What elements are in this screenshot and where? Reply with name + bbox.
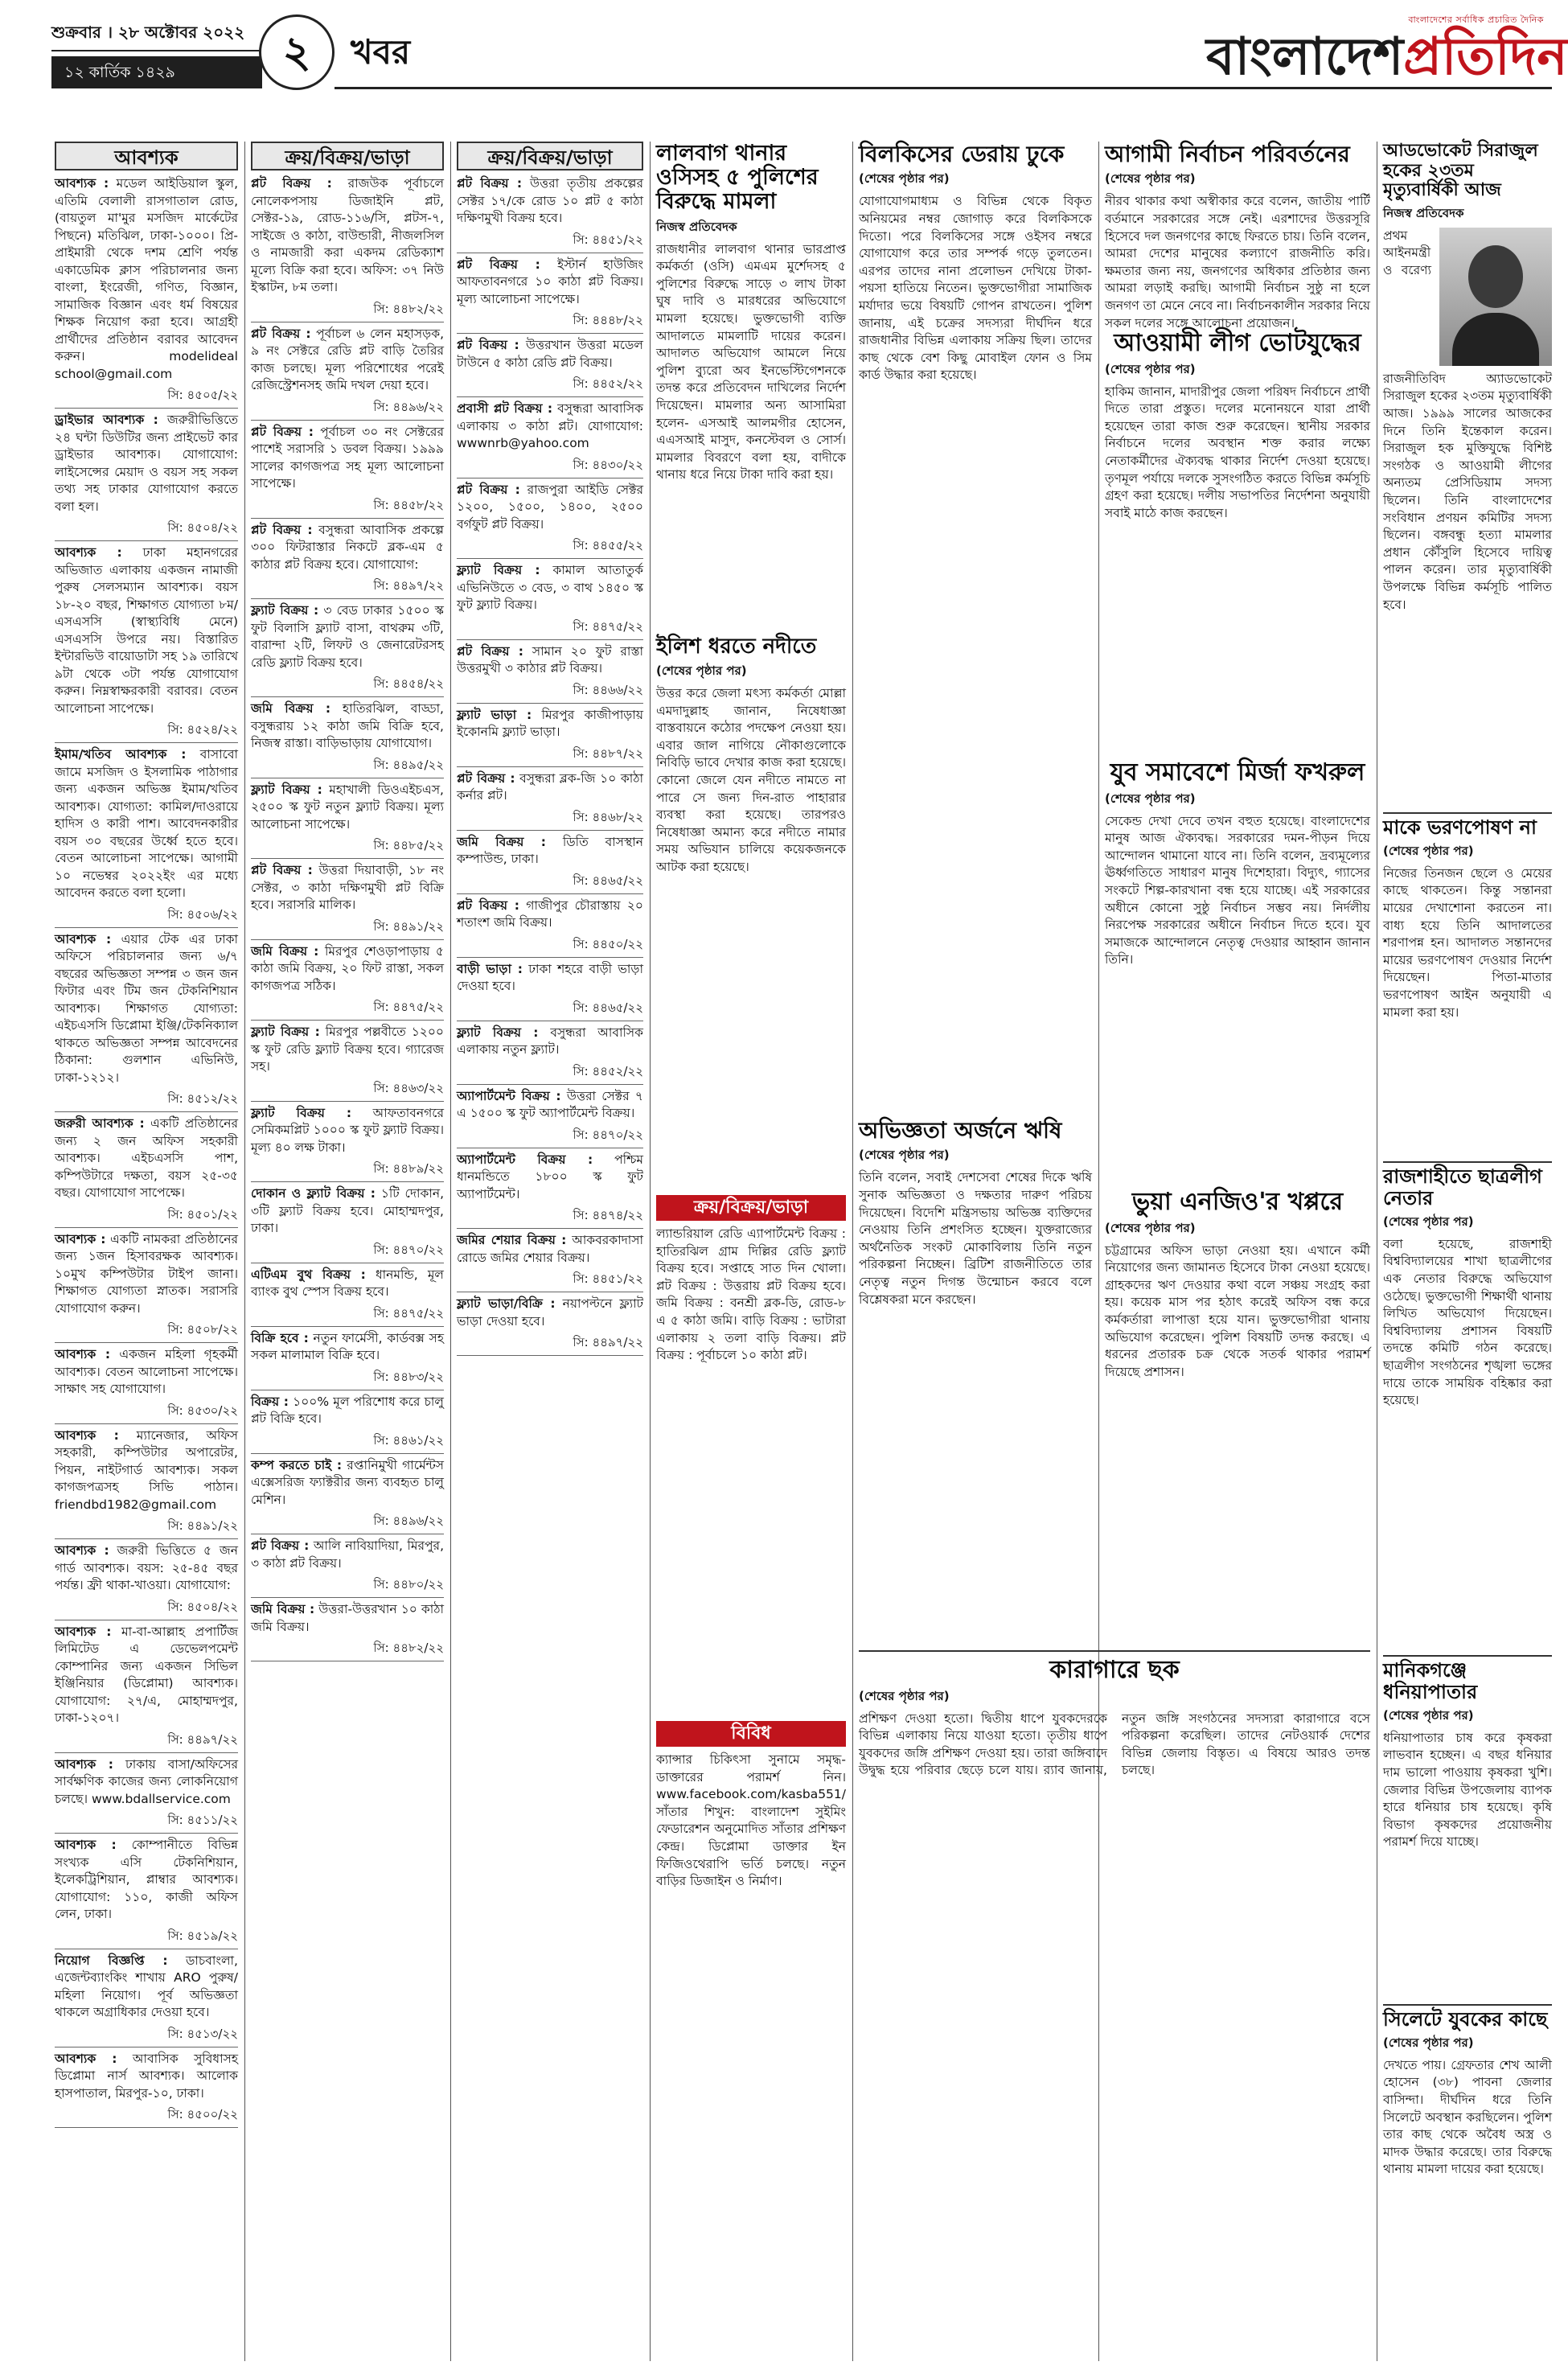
logo-tagline: বাংলাদেশের সর্বাধিক প্রচারিত দৈনিক: [1408, 14, 1544, 25]
article-headline: ভুয়া এনজিও'র খপ্পরে: [1131, 1188, 1344, 1216]
classified-ad: [251, 175, 444, 298]
classified-ad: [251, 1185, 444, 1239]
classified-ad: [55, 1346, 238, 1400]
ad-lead: জমির শেয়ার বিক্রয় :: [457, 1233, 567, 1247]
ad-text: রাজউক পূর্বাচলে নোলেকপসায় ডিজাইনি প্লট, সেক্টর-১৯, রোড-১১৬/সি, প্লটস-৭, সাইজে ও কাঠা, বাউন্ডারী, নীজলসিল ও নামজারী করা একদম রেডিক্যাশ মূল্যে বিক্রি করা হবে। অফিস: ৩৭ নিউ ইস্কাটন, ৮ম তলা।: [251, 176, 444, 294]
article-byline: (শেষের পৃষ্ঠার পর): [1383, 1214, 1474, 1229]
article-headline: মাকে ভরণপোষণ না: [1383, 812, 1552, 839]
ad-code: সি: ৪৪৯৫/২২: [251, 756, 444, 778]
box-heading: ক্রয়/বিক্রয়/ভাড়া: [656, 1195, 846, 1221]
classified-ad: [251, 1267, 444, 1303]
article-body: প্রথম আইনমন্ত্রী ও বরেণ্য রাজনীতিবিদ অ্যাডভোকেট সিরাজুল হকের ২৩তম মৃত্যুবার্ষিকী আজ। ১৯৯৯ সালের আজকের দিনে তিনি ইন্তেকাল করেন। সিরাজুল হক মুক্তিযুদ্ধে বিশিষ্ট সংগঠক ও আওয়ামী লীগের অন্যতম প্রেসিডিয়াম সদস্য ছিলেন। তিনি বাংলাদেশের সংবিধান প্রণয়ন কমিটির সদস্য ছিলেন। বঙ্গবন্ধু হত্যা মামলার প্রধান কৌঁসুলি হিসেবে দায়িত্ব পালন করেন। তার মৃত্যুবার্ষিকী উপলক্ষে বিভিন্ন কর্মসূচি পালিত হবে।: [1383, 228, 1552, 612]
ad-text: আফতাবনগরে সেমিকমপ্লিট ১০০০ স্ক ফুট ফ্ল্যাট বিক্রয়। মূল্য ৪০ লক্ষ টাকা।: [251, 1105, 444, 1155]
ad-code: সি: ৪৪৯৬/২২: [251, 398, 444, 421]
ad-text: রপ্তানিমুখী গার্মেন্টস এক্সেসরিজ ফ্যাক্টরীর জন্য ব্যবহৃত চালু মেশিন।: [251, 1457, 445, 1507]
ad-code: সি: ৪৪৫৫/২২: [457, 536, 643, 559]
ad-lead: প্লট বিক্রয় :: [457, 643, 523, 659]
ad-lead: ফ্ল্যাট বিক্রয় :: [457, 563, 540, 577]
ad-text: গাজীপুর চৌরাস্তায় ২০ শতাংশ জমি বিক্রয়।: [457, 897, 643, 930]
ad-lead: আবশ্যক :: [55, 1756, 113, 1772]
ad-lead: ফ্ল্যাট বিক্রয় :: [251, 1025, 320, 1039]
ad-code: সি: ৪৫১২/২২: [55, 1090, 238, 1112]
ad-lead: জমি বিক্রয় :: [251, 943, 319, 959]
column-divider: [650, 142, 651, 2361]
section-title: খবর: [351, 32, 411, 72]
ad-code: সি: ৪৪৮৯/২২: [251, 1160, 444, 1182]
column-divider: [852, 142, 853, 2361]
article-headline: যুব সমাবেশে মির্জা ফখরুল: [1110, 758, 1365, 787]
classified-ad: [55, 1427, 238, 1516]
ad-text: ঢাকায় বাসা/অফিসের সার্বক্ষণিক কাজের জন্য লোকনিয়োগ চলছে। www.bdallservice.com: [55, 1756, 238, 1806]
classified-ad: [251, 424, 444, 495]
ad-lead: প্লট বিক্রয় :: [251, 326, 311, 341]
ad-lead: কম্প করতে চাই :: [251, 1457, 343, 1472]
ad-code: সি: ৪৪৫১/২২: [457, 231, 643, 253]
ad-lead: আবশ্যক :: [55, 176, 109, 191]
column-divider: [450, 142, 451, 2361]
ad-code: সি: ৪৪৯৭/২২: [457, 1333, 643, 1356]
classified-ad: [457, 1025, 643, 1061]
article-bilkis: [859, 142, 1092, 1107]
classified-ad: [55, 1542, 238, 1596]
column-divider: [244, 142, 245, 2361]
ad-text: মা-বা-আল্লাহ প্রপার্টিজ লিমিটেড এ ডেভেলপমেন্ট কোম্পানির জন্য একজন সিভিল ইঞ্জিনিয়ার (ডিপ্লোমা) আবশ্যক। যোগাযোগ: ২৭/এ, মোহাম্মদপুর, ঢাকা-১২০৭।: [55, 1624, 238, 1725]
issue-date: শুক্রবার । ২৮ অক্টোবর ২০২২: [51, 23, 245, 42]
ad-list: [251, 175, 444, 1661]
article-headline: রাজশাহীতে ছাত্রলীগ নেতার: [1383, 1161, 1552, 1210]
ad-code: সি: ৪৪৩০/২২: [457, 456, 643, 478]
article-body: তিনি বলেন, সবাই দেশসেবা শেষের দিকে ঋষি সুনাক অভিজ্ঞতা ও দক্ষতার দারুণ পরিচয় দিয়েছেন। বিদেশি মন্ত্রিসভায় অভিজ্ঞ ব্যক্তিদের নেওয়ায় তিনি প্রশংসিত হচ্ছেন। যুক্তরাজ্যের অর্থনৈতিক সংকট মোকাবিলায় তিনি নতুন পরিকল্পনা নিচ্ছেন। ব্রিটিশ রাজনীতিতে তার নেতৃত্ব নতুন দিগন্ত উন্মোচন করবে বলে বিশ্লেষকরা মনে করছেন।: [859, 1170, 1092, 1307]
article-jubo: [1105, 759, 1370, 1177]
article-byline: (শেষের পৃষ্ঠার পর): [1105, 1220, 1196, 1235]
article-bibidh: [656, 1721, 846, 2361]
ad-code: সি: ৪৪৪৮/২২: [457, 311, 643, 334]
ad-lead: জমি বিক্রয় :: [457, 834, 546, 849]
classified-ad: [55, 746, 238, 904]
classified-ad: [251, 1330, 444, 1366]
ad-code: সি: ৪৫০৪/২২: [55, 1598, 238, 1620]
classified-ad: [251, 1394, 444, 1430]
article-byline: (শেষের পৃষ্ঠার পর): [1383, 843, 1474, 858]
ad-lead: আবশ্যক :: [55, 1838, 117, 1852]
ad-lead: আবশ্যক :: [55, 2051, 117, 2066]
ad-text: বসুন্ধরা আবাসিক এলাকায় ৩ কাঠা প্লট। যোগাযোগ: wwwnrb@yahoo.com: [457, 401, 643, 450]
ad-code: সি: ৪৪৭০/২২: [457, 1126, 643, 1148]
ad-lead: প্লট বিক্রয় :: [457, 257, 540, 272]
ad-text: ৩ বেড ঢাকার ১৫০০ স্ক ফুট বিলাসি ফ্ল্যাট বাসা, বাথরুম ৩টি, বারান্দা ২টি, লিফট ও জেনারেটরসহ রেডি ফ্ল্যাট বিক্রয় হবে।: [251, 603, 444, 670]
ad-lead: প্রবাসী প্লট বিক্রয় :: [457, 401, 553, 416]
classified-ad: [457, 834, 643, 870]
ad-text: ঢাকা মহানগরের অভিজাত এলাকায় একজন নামাজী পুরুষ সেলসম্যান আবশ্যক। বয়স ১৮-২০ বছর, শিক্ষাগত যোগ্যতা ৮ম/এসএসসি (স্বাস্থ্যবিধি মেনে) এসএসসি উপরে নয়। বিস্তারিত ইন্টারভিউ বায়োডাটা সহ ১৯ তারিখে ৯টা থেকে ৩টা পর্যন্ত যোগাযোগ করুন। নিম্নস্বাক্ষরকারী বরাবর। বেতন আলোচনা সাপেক্ষে।: [55, 545, 239, 716]
ad-text: পূর্বাচল ৩০ নং সেক্টরের পাশেই সরাসরি ১ ডবল বিক্রয়। ১৯৯৯ সালের কাগজপত্র সহ মূল্য আলোচনা সাপেক্ষে।: [251, 424, 444, 491]
ad-code: সি: ৪৪৫৪/২২: [251, 675, 444, 697]
ad-text: হাতিরঝিল, বাড্ডা, বসুন্ধরায় ১২ কাঠা জমি বিক্রি হবে, নিজস্ব রাস্তা। বাড়িভাড়ায় যোগাযোগ।: [251, 701, 444, 750]
ad-text: বাসাবো জামে মসজিদ ও ইসলামিক পাঠাগার জন্য একজন অভিজ্ঞ ইমাম/খতিব আবশ্যক। যোগ্যতা: কামিল/দাওরায়ে হাদিস ও কারী পাশ। আবেদনকারীর বয়স ৩০ বছরের উর্ধ্বে হতে হবে। বেতন আলোচনা সাপেক্ষে। আগামী ১০ নভেম্বর ২০২২ইং এর মধ্যে আবেদন করতে বলা হলো।: [55, 747, 238, 900]
ad-text: উত্তরখান উত্তরা মডেল টাউনে ৫ কাঠা রেডি প্লট বিক্রয়।: [457, 338, 643, 370]
article-bhuya: [1105, 1189, 1370, 1639]
ad-text: কামাল আতাতুর্ক এভিনিউতে ৩ বেড, ৩ বাথ ১৪৫০ স্ক ফুট ফ্ল্যাট বিক্রয়।: [457, 563, 643, 612]
ad-lead: বিক্রয় :: [251, 1394, 289, 1409]
ad-code: সি: ৪৪৮৩/২২: [251, 1368, 444, 1390]
article-body: চট্টগ্রামের অফিস ভাড়া নেওয়া হয়। এখানে কর্মী নিয়োগের জন্য জামানত হিসেবে টাকা নেওয়া হয়েছে। গ্রাহকদের ঋণ দেওয়ার কথা বলে সঞ্চয় সংগ্রহ করা হয়। কয়েক মাস পর হঠাৎ করেই অফিস বন্ধ করে কর্মকর্তারা লাপাত্তা হয়ে যান। ভুক্তভোগীরা থানায় অভিযোগ করেছেন। পুলিশ বিষয়টি তদন্ত করছে। এ ধরনের প্রতারক চক্র থেকে সতর্ক থাকার পরামর্শ দিয়েছে প্রশাসন।: [1105, 1242, 1370, 1379]
ad-code: সি: ৪৪৬৫/২২: [457, 999, 643, 1021]
classified-ad: [251, 1601, 444, 1637]
ad-code: সি: ৪৪৮০/২২: [251, 1575, 444, 1598]
ad-lead: আবশ্যক :: [55, 931, 112, 947]
ad-text: ম্যানেজার, অফিস সহকারী, কম্পিউটার অপারেটর, পিয়ন, নাইটগার্ড আবশ্যক। সকল কাগজপত্রসহ সিভি পাঠান। friendbd1982@gmail.com: [55, 1427, 238, 1512]
article-sirajul: [1383, 142, 1552, 801]
ad-code: সি: ৪৪৮৭/২২: [457, 745, 643, 767]
ad-lead: অ্যাপার্টমেন্ট বিক্রয় :: [457, 1088, 561, 1103]
article-body: হাকিম জানান, মাদারীপুর জেলা পরিষদ নির্বাচনে প্রার্থী দিতে তারা প্রস্তুত। দলের মনোনয়নে যারা প্রার্থী হয়েছেন তারা কাজ শুরু করেছেন। স্থানীয় সরকার নির্বাচনে দলের অবস্থান শক্ত করার লক্ষ্যে নেতাকর্মীদের ঐক্যবদ্ধ থাকার নির্দেশ দেওয়া হয়েছে। তৃণমূল পর্যায়ে দলকে সুসংগঠিত করতে বিভিন্ন কর্মসূচি গ্রহণ করা হয়েছে। দলীয় সভাপতির নির্দেশনা অনুযায়ী সবাই মাঠে কাজ করছেন।: [1105, 384, 1370, 520]
ad-text: একজন মহিলা গৃহকর্মী আবশ্যক। বেতন আলোচনা সাপেক্ষে। সাক্ষাৎ সহ যোগাযোগ।: [55, 1347, 238, 1396]
box-heading: বিবিধ: [656, 1721, 846, 1747]
ad-lead: বাড়ী ভাড়া :: [457, 961, 523, 976]
classified-ad: [251, 1024, 444, 1078]
article-headline: বিলকিসের ডেরায় ঢুকে: [859, 141, 1065, 167]
classified-column-3: [457, 142, 643, 2361]
article-byline: (শেষের পৃষ্ঠার পর): [1105, 791, 1196, 806]
column-heading: ক্রয়/বিক্রয়/ভাড়া: [457, 142, 643, 170]
article-manikganj: [1383, 1655, 1552, 1993]
ad-lead: দোকান ও ফ্ল্যাট বিক্রয় :: [251, 1186, 376, 1201]
ad-text: আকবরকাদাসা রোডে জমির শেয়ার বিক্রয়।: [457, 1233, 643, 1265]
article-body: সেকেন্ড দেখা দেবে তখন বহুত হয়েছে। বাংলাদেশের মানুষ আজ ঐক্যবদ্ধ। সরকারের দমন-পীড়ন দিয়ে আন্দোলন থামানো যাবে না। তিনি বলেন, দ্রব্যমূল্যের ঊর্ধ্বগতিতে সাধারণ মানুষ দিশেহারা। বিদ্যুৎ, গ্যাসের সংকটে শিল্প-কারখানা বন্ধ হয়ে যাচ্ছে। এই সরকারের অধীনে কোনো সুষ্ঠু নির্বাচন সম্ভব নয়। নির্দলীয় নিরপেক্ষ সরকারের অধীনে নির্বাচন দিতে হবে। যুব সমাজকে আন্দোলনে নেতৃত্ব দেওয়ার আহ্বান জানান তিনি।: [1105, 813, 1370, 967]
masthead: [16, 10, 1568, 98]
ad-text: ঢাকা শহরে বাড়ী ভাড়া দেওয়া হবে।: [457, 961, 643, 993]
ad-code: সি: ৪৪৬৩/২২: [251, 1079, 444, 1102]
article-byline: (শেষের পৃষ্ঠার পর): [1105, 361, 1196, 376]
classified-ad: [457, 562, 643, 616]
ad-lead: ফ্ল্যাট বিক্রয় :: [457, 1025, 539, 1040]
classified-ad: [55, 931, 238, 1089]
ad-lead: ড্রাইভার আবশ্যক :: [55, 413, 158, 427]
article-body: ল্যান্ডরিয়াল রেডি এ্যাপার্টমেন্ট বিক্রয় : হাতিরঝিল গ্রাম দিল্লির রেডি ফ্ল্যাট বিক্রয় হবে। সপ্তাহে সাত দিন খোলা। প্লট বিক্রয় : উত্তরায় প্লট বিক্রয় হবে। জমি বিক্রয় : বনশ্রী ব্লক-ডি, রোড-৮ এ ৫ কাঠা জমি। বাড়ি বিক্রয় : ভাটারা এলাকায় ২ তলা বাড়ি বিক্রয়। প্লট বিক্রয় : পূর্বাচলে ১০ কাঠা প্লট।: [656, 1226, 846, 1363]
ad-text: ১০০% মূল পরিশোধ করে চালু প্লট বিক্রি হবে।: [251, 1394, 444, 1426]
ad-lead: প্লট বিক্রয় :: [251, 424, 314, 439]
article-headline: আডভোকেট সিরাজুল হকের ২৩তম মৃত্যুবার্ষিকী আজ: [1383, 141, 1538, 201]
classified-ad: [457, 707, 643, 743]
ad-text: মিরপুর পল্লবীতে ১২০০ স্ক ফুট রেডি ফ্ল্যাট বিক্রয় হবে। গ্যারেজ সহ।: [251, 1025, 444, 1074]
ad-text: ইস্টার্ন হাউজিং আফতাবনগরে ১০ কাঠা প্লট বিক্রয়। মূল্য আলোচনা সাপেক্ষে।: [457, 257, 643, 306]
article-body: নীরব থাকার কথা অস্বীকার করে বলেন, জাতীয় পার্টি বর্তমানে সরকারের সঙ্গে নেই। এরশাদের উত্তরসূরি হিসেবে দল জনগণের কাছে ফিরতে চায়। তিনি বলেন, আমরা দেশের মানুষের কল্যাণে রাজনীতি করি। ক্ষমতার জন্য নয়, জনগণের অধিকার প্রতিষ্ঠার জন্য আমরা লড়াই করছি। আগামী নির্বাচন সুষ্ঠু না হলে জনগণ তা মেনে নেবে না। নির্বাচনকালীন সরকার নিয়ে সকল দলের সঙ্গে আলোচনা প্রয়োজন।: [1105, 194, 1370, 331]
article-byline: (শেষের পৃষ্ঠার পর): [1383, 2035, 1474, 2050]
ad-lead: আবশ্যক :: [55, 1624, 112, 1639]
ad-code: সি: ৪৪৭৫/২২: [251, 998, 444, 1021]
article-headline: আওয়ামী লীগ ভোটযুদ্ধের: [1114, 329, 1361, 357]
ad-lead: প্লট বিক্রয় :: [457, 338, 519, 352]
logo-wordmark: [1206, 27, 1568, 87]
ad-code: সি: ৪৪৭০/২২: [251, 1241, 444, 1263]
ad-code: সি: ৪৪৯১/২২: [55, 1517, 238, 1539]
classified-ad: [251, 602, 444, 673]
article-body: ক্যান্সার চিকিৎসা সুনামে সমৃদ্ধ-ডাক্তারের পরামর্শ নিন। www.facebook.com/kasba551/ সাঁতার শিখুন: বাংলাদেশ সুইমিং ফেডারেশন অনুমোদিত সাঁতার প্রশিক্ষণ কেন্দ্র। ডিপ্লোমা ডাক্তার ইন ফিজিওথেরাপি ভর্তি চলছে। নতুন বাড়ির ডিজাইন ও নির্মাণ।: [656, 1752, 847, 1889]
classified-ad: [457, 1152, 643, 1205]
article-byline: নিজস্ব প্রতিবেদক: [656, 219, 737, 234]
ad-lead: আবশ্যক :: [55, 1427, 119, 1443]
ad-lead: প্লট বিক্রয় :: [457, 482, 520, 497]
classified-ad: [55, 1953, 238, 2023]
ad-lead: প্লট বিক্রয় :: [457, 770, 515, 786]
ad-text: নয়াপল্টনে ফ্ল্যাট ভাড়া দেওয়া হবে।: [457, 1296, 644, 1329]
article-byline: (শেষের পৃষ্ঠার পর): [859, 1688, 950, 1703]
article-sylhet: [1383, 2004, 1552, 2361]
ad-text: ডিতি বাসস্থান কম্পাউন্ড, ঢাকা।: [457, 834, 643, 866]
ad-lead: বিক্রি হবে :: [251, 1330, 309, 1345]
classified-ad: [457, 770, 643, 807]
ad-lead: ফ্ল্যাট ভাড়া :: [457, 707, 532, 722]
ad-list: [457, 175, 643, 1356]
classified-ad: [55, 1837, 238, 1925]
article-body: উত্তর করে জেলা মৎস্য কর্মকর্তা মোল্লা এমদাদুল্লাহ জানান, নিষেধাজ্ঞা বাস্তবায়নে কঠোর পদক্ষেপ নেওয়া হয়। এবার জাল নাগিয়ে নৌকাগুলোকে নিবিড়ি ভাবে দেখার কাজ করা হয়েছে। কোনো জেলে যেন নদীতে নামতে না পারে সে জন্য দিন-রাত পাহারার ব্যবস্থা করা হয়েছে। তারপরও নিষেধাজ্ঞা অমান্য করে নদীতে নামার সময় অভিযান চালিয়ে কয়েকজনকে আটক করা হয়েছে।: [656, 686, 846, 875]
ad-code: সি: ৪৪৭৫/২২: [251, 1304, 444, 1327]
article-lalbagh: [656, 142, 846, 624]
article-byline: (শেষের পৃষ্ঠার পর): [859, 171, 950, 187]
ad-text: উত্তরা-উত্তরখান ১০ কাঠা জমি বিক্রয়।: [251, 1602, 444, 1634]
ad-code: সি: ৪৫০০/২২: [55, 2105, 238, 2128]
ad-lead: ইমাম/খতিব আবশ্যক :: [55, 747, 187, 762]
ad-code: সি: ৪৪৭৪/২২: [457, 1206, 643, 1229]
article-headline: সিলেটে যুবকের কাছে: [1383, 2004, 1552, 2031]
article-byline: নিজস্ব প্রতিবেদক: [1383, 205, 1464, 220]
ad-lead: আবশ্যক :: [55, 1231, 106, 1247]
ad-lead: অ্যাপার্টমেন্ট বিক্রয় :: [457, 1152, 593, 1167]
ad-code: সি: ৪৪৫১/২২: [457, 1270, 643, 1292]
article-headline: অভিজ্ঞতা অর্জনে ঋষি: [859, 1117, 1062, 1144]
ad-text: পশ্চিম ধানমন্ডিতে ১৮০০ স্ক ফুট অ্যাপার্টমেন্ট।: [457, 1152, 643, 1201]
ad-lead: জমি বিক্রয় :: [251, 1602, 315, 1616]
article-headline: আগামী নির্বাচন পরিবর্তনের: [1105, 141, 1350, 167]
ad-lead: ফ্ল্যাট বিক্রয় :: [251, 603, 319, 618]
ad-text: সামান ২০ ফুট রাস্তা উত্তরমুখী ৩ কাঠার প্লট বিক্রয়।: [457, 643, 643, 676]
classified-ad: [457, 643, 643, 680]
ad-text: বসুন্ধরা ব্লক-জি ১০ কাঠা কর্নার প্লট।: [457, 770, 643, 803]
classified-ad: [251, 782, 444, 836]
article-body: রাজধানীর লালবাগ থানার ভারপ্রাপ্ত কর্মকর্তা (ওসি) এমএম মুর্শেদসহ ৫ পুলিশের বিরুদ্ধে সাড়ে ৩ লাখ টাকা ঘুষ দাবি ও মারধরের অভিযোগে মামলা হয়েছে। ভুক্তভোগী ব্যক্তি আদালতে মামলাটি দায়ের করেন। আদালত অভিযোগ আমলে নিয়ে পুলিশ ব্যুরো অব ইনভেস্টিগেশনকে তদন্ত করে প্রতিবেদন দাখিলের নির্দেশ দিয়েছেন। মামলার অন্য আসামিরা হলেন- এসআই আলমগীর হোসেন, এএসআই মাসুদ, কনস্টেবল ও সোর্স। মামলার বিবরণে বলা হয়, বাদীকে থানায় ধরে নিয়ে টাকা দাবি করা হয়।: [656, 241, 846, 483]
ad-lead: আবশ্যক :: [55, 1347, 111, 1362]
article-body: ধনিয়াপাতার চাষ করে কৃষকরা লাভবান হচ্ছেন। এ বছর ধনিয়ার দাম ভালো পাওয়ায় কৃষকরা খুশি। জেলার বিভিন্ন উপজেলায় ব্যাপক হারে ধনিয়ার চাষ হয়েছে। কৃষি বিভাগ কৃষকদের প্রয়োজনীয় পরামর্শ দিয়ে যাচ্ছে।: [1383, 1730, 1552, 1850]
ad-code: সি: ৪৫১৯/২২: [55, 1927, 238, 1949]
ad-list: [55, 175, 238, 2128]
ad-code: সি: ৪৪৬৮/২২: [457, 808, 643, 831]
ad-text: মিরপুর কাজীপাড়ায় ইকোনমি ফ্ল্যাট ভাড়া।: [457, 707, 643, 739]
ad-text: আলি নাবিয়াদিয়া, মিরপুর, ৩ কাঠা প্লট বিক্রয়।: [251, 1538, 444, 1571]
ad-lead: প্লট বিক্রয় :: [251, 863, 313, 877]
ad-code: সি: ৪৫০৫/২২: [55, 386, 238, 409]
classified-ad: [55, 1115, 238, 1204]
classified-column-2: [251, 142, 444, 2361]
logo-word-a: বাংলাদেশ: [1206, 27, 1404, 87]
ad-lead: নিয়োগ বিজ্ঞপ্তি :: [55, 1953, 168, 1968]
classified-ad: [251, 700, 444, 754]
ad-text: জরুরীভিত্তিতে ২৪ ঘন্টা ডিউটির জন্য প্রাইভেট কার ড্রাইভার আবশ্যক। যোগাযোগ: লাইসেন্সের মেয়াদ ও বয়স সহ সকল তথ্য সহ ঢাকার যোগাযোগ করতে বলা হল।: [55, 413, 238, 514]
ad-text: একটি নামকরা প্রতিষ্ঠানের জন্য ১জন হিসাবরক্ষক আবশ্যক। ১০মুখ কম্পিউটার টাইপ জানা। শিক্ষাগত যোগ্যতা স্নাতক। সরাসরি যোগাযোগ করুন।: [55, 1231, 238, 1316]
ad-code: সি: ৪৫০১/২২: [55, 1205, 238, 1228]
classified-ad: [251, 943, 444, 997]
classified-ad: [251, 326, 444, 396]
ad-text: উত্তরা তৃতীয় প্রকল্পের সেক্টর ১৭/কে রোড ১০ প্লট ৫ কাঠা দক্ষিণমুখী বিক্রয় হবে।: [457, 176, 643, 225]
article-byline: (শেষের পৃষ্ঠার পর): [1383, 1707, 1474, 1723]
ad-text: বসুন্ধরা আবাসিক প্রকল্পে ৩০০ ফিটরাস্তার নিকটে ব্লক-এম ৫ কাঠার প্লট বিক্রয় হবে। যোগাযোগ:: [251, 522, 444, 572]
article-byline: (শেষের পৃষ্ঠার পর): [859, 1148, 950, 1163]
article-karagar: [859, 1650, 1370, 2361]
ad-lead: আবশ্যক :: [55, 545, 122, 560]
ad-lead: ফ্ল্যাট বিক্রয় :: [251, 1105, 352, 1120]
classified-column-1: [55, 142, 238, 2361]
ad-code: সি: ৪৪৬৬/২২: [457, 681, 643, 704]
ad-code: সি: ৪৪৫২/২২: [457, 1062, 643, 1085]
ad-code: সি: ৪৫১১/২২: [55, 1811, 238, 1834]
article-rajshahi: [1383, 1161, 1552, 1644]
classified-ad: [55, 2051, 238, 2105]
classified-ad: [457, 482, 643, 536]
article-headline: লালবাগ থানার ওসিসহ ৫ পুলিশের বিরুদ্ধে মামলা: [656, 141, 819, 215]
ad-code: সি: ৪৪৯১/২২: [251, 918, 444, 940]
classified-ad: [457, 1296, 643, 1332]
classified-ad: [251, 1105, 444, 1159]
ad-text: মডেল আইডিয়াল স্কুল, এতিমি বেলালী রাসগাতাল রোড, (বায়তুল মা'মুর মসজিদ মার্কেটের পিছনে) মতিঝিল, ঢাকা-১০০০। প্রি-প্রাইমারী থেকে দশম শ্রেণি পর্যন্ত একাডেমিক ক্লাস পরিচালনার জন্য বাংলা, ইংরেজী, গণিত, বিজ্ঞান, সামাজিক বিজ্ঞান এবং ধর্ম বিষয়ের শিক্ষক নিয়োগ করা হবে। আগ্রহী প্রার্থীদের প্রতিষ্ঠান বরাবর আবেদন করুন। modelideal school@gmail.com: [55, 176, 239, 381]
ad-text: মহাখালী ডিওএইচএস, ২৫০০ স্ক ফুট নতুন ফ্ল্যাট বিক্রয়। মূল্য আলোচনা সাপেক্ষে।: [251, 782, 444, 832]
ad-lead: এটিএম বুথ বিক্রয় :: [251, 1267, 366, 1282]
article-nirbachon: [1105, 141, 1370, 331]
classified-ad: [457, 1232, 643, 1268]
ad-code: সি: ৪৫০৬/২২: [55, 906, 238, 928]
ad-code: সি: ৪৪৭৫/২২: [457, 618, 643, 640]
date-rule: [51, 50, 285, 51]
newspaper-logo: [1206, 13, 1568, 90]
classified-ad: [251, 522, 444, 576]
ad-code: সি: ৪৫২৪/২২: [55, 721, 238, 743]
article-awami: [1105, 330, 1370, 748]
article-body: দেখতে পায়। গ্রেফতার শেখ আলী হোসেন (৩৮) পাবনা জেলার বাসিন্দা। দীর্ঘদিন ধরে তিনি সিলেটে অবস্থান করছিলেন। পুলিশ তার কাছ থেকে অবৈধ অস্ত্র ও মাদক উদ্ধার করেছে। তার বিরুদ্ধে থানায় মামলা দায়ের করা হয়েছে।: [1383, 2057, 1552, 2177]
ad-text: নতুন ফার্মেসী, কার্ডবক্স সহ সকল মালামাল বিক্রি হবে।: [251, 1330, 444, 1362]
article-classified-box: [656, 1195, 846, 1710]
ad-code: সি: ৪৪৬১/২২: [251, 1431, 444, 1454]
article-byline: (শেষের পৃষ্ঠার পর): [656, 663, 747, 679]
classified-ad: [251, 1538, 444, 1574]
ad-text: জরুরী ভিত্তিতে ৫ জন গার্ড আবশ্যক। বয়স: ২৫-৪৫ বছর পর্যন্ত। ফ্রী থাকা-খাওয়া। যোগাযোগ:: [55, 1543, 238, 1592]
column-heading: ক্রয়/বিক্রয়/ভাড়া: [251, 142, 444, 170]
classified-ad: [457, 1088, 643, 1124]
classified-ad: [457, 961, 643, 997]
classified-ad: [55, 412, 238, 517]
classified-ad: [55, 1624, 238, 1729]
ad-text: উত্তরা দিয়াবাড়ী, ১৮ নং সেক্টর, ৩ কাঠা দক্ষিণমুখী প্লট বিক্রি হবে। সরাসরি মালিক।: [251, 863, 444, 912]
ad-text: বসুন্ধরা আবাসিক এলাকায় নতুন ফ্ল্যাট।: [457, 1025, 643, 1057]
ad-lead: জমি বিক্রয় :: [251, 701, 331, 716]
ad-lead: প্লট বিক্রয় :: [251, 1538, 310, 1553]
ad-code: সি: ৪৪৯৬/২২: [251, 1512, 444, 1534]
ad-lead: প্লট বিক্রয় :: [251, 522, 313, 537]
ad-code: সি: ৪৫১৩/২২: [55, 2025, 238, 2047]
ad-text: আবাসিক সুবিধাসহ ডিপ্লোমা নার্স আবশ্যক। আলোক হাসপাতাল, মিরপুর-১০, ঢাকা।: [55, 2051, 238, 2101]
classified-ad: [457, 257, 643, 310]
classified-ad: [251, 862, 444, 916]
classified-ad: [457, 337, 643, 373]
ad-lead: প্লট বিক্রয় :: [251, 176, 332, 191]
classified-ad: [457, 175, 643, 229]
article-body: বলা হয়েছে, রাজশাহী বিশ্ববিদ্যালয়ের শাখা ছাত্রলীগের এক নেতার বিরুদ্ধে অভিযোগ ওঠেছে। ভুক্তভোগী শিক্ষার্থী থানায় লিখিত অভিযোগ দিয়েছেন। বিশ্ববিদ্যালয় প্রশাসন বিষয়টি তদন্তে কমিটি গঠন করেছে। ছাত্রলীগ সংগঠনের শৃঙ্খলা ভঙ্গের দায়ে তাকে সাময়িক বহিষ্কার করা হয়েছে।: [1383, 1236, 1552, 1408]
article-headline: মানিকগঞ্জে ধনিয়াপাতার: [1383, 1655, 1552, 1703]
logo-word-b: প্রতিদিন: [1403, 27, 1568, 87]
article-make: [1383, 812, 1552, 1150]
classified-ad: [55, 1756, 238, 1810]
ad-code: সি: ৪৫০৪/২২: [55, 519, 238, 541]
article-body: প্রশিক্ষণ দেওয়া হতো। দ্বিতীয় ধাপে যুবকদেরকে বিভিন্ন এলাকায় নিয়ে যাওয়া হতো। তৃতীয় ধাপে যুবকদের জঙ্গি প্রশিক্ষণ দেওয়া হয়। তারা জঙ্গিবাদে উদ্বুদ্ধ হয়ে পরিবার ছেড়ে চলে যায়। র‍্যাব জানায়, নতুন জঙ্গি সংগঠনের সদস্যরা কারাগারে বসে পরিকল্পনা করেছিল। তাদের নেটওয়ার্ক দেশের বিভিন্ন জেলায় বিস্তৃত। এ বিষয়ে আরও তদন্ত চলছে।: [859, 1711, 1370, 1778]
ad-code: সি: ৪৪৫০/২২: [457, 935, 643, 958]
ad-code: সি: ৪৪৯৭/২২: [55, 1731, 238, 1753]
article-headline: ইলিশ ধরতে নদীতে: [656, 635, 817, 659]
ad-text: ১টি দোকান, ৩টি ফ্ল্যাট বিক্রয় হবে। মোহাম্মদপুর, ঢাকা।: [251, 1186, 444, 1235]
ad-code: সি: ৪৫০৮/২২: [55, 1320, 238, 1343]
issue-date-bangla: ১২ কার্তিক ১৪২৯: [51, 56, 262, 88]
ad-text: কোম্পানীতে বিভিন্ন সংখ্যক এসি টেকনিশিয়ান, ইলেকট্রিশিয়ান, প্লাম্বার আবশ্যক। যোগাযোগ: ১১০, কাজী অফিস লেন, ঢাকা।: [55, 1838, 238, 1921]
ad-code: সি: ৪৪৮৫/২২: [251, 836, 444, 859]
ad-code: সি: ৪৪৬৫/২২: [457, 872, 643, 894]
ad-text: উত্তরা সেক্টর ৭ এ ১৫০০ স্ক ফুট অ্যাপার্টমেন্ট বিক্রয়।: [457, 1088, 643, 1120]
article-byline: (শেষের পৃষ্ঠার পর): [1105, 171, 1196, 187]
ad-lead: প্লট বিক্রয় :: [457, 176, 523, 191]
classified-ad: [55, 175, 238, 384]
ad-text: রাজপুরা আইডি সেক্টর ১২০০, ১৫০০, ১৪০০, ২৫০০ বর্গফুট প্লট বিক্রয়।: [457, 482, 643, 532]
classified-ad: [55, 544, 238, 719]
classified-ad: [251, 1457, 444, 1511]
article-body: নিজের তিনজন ছেলে ও মেয়ের কাছে থাকতেন। কিন্তু সন্তানরা মায়ের দেখাশোনা করতেন না। বাধ্য হয়ে তিনি আদালতের শরণাপন্ন হন। আদালত সন্তানদের মায়ের ভরণপোষণ দেওয়ার নির্দেশ দিয়েছেন। পিতা-মাতার ভরণপোষণ আইন অনুযায়ী এ মামলা করা হয়।: [1383, 865, 1552, 1020]
ad-text: ডাচবাংলা, এজেন্টব্যাংকিং শাখায় ARO পুরুষ/মহিলা নিয়োগ। পূর্ব অভিজ্ঞতা থাকলে অগ্রাধিকার দেওয়া হবে।: [55, 1953, 238, 2019]
classified-ad: [457, 400, 643, 454]
article-headline: কারাগারে ছক: [859, 1650, 1370, 1684]
ad-code: সি: ৪৫৩০/২২: [55, 1402, 238, 1424]
ad-lead: প্লট বিক্রয় :: [457, 897, 519, 913]
article-ilish: [656, 635, 846, 1182]
classified-ad: [55, 1231, 238, 1320]
ad-text: ধানমন্ডি, মূল ব্যাংক বুথ স্পেস বিক্রয় হবে।: [251, 1267, 444, 1299]
portrait-photo: [1439, 228, 1552, 366]
ad-text: একটি প্রতিষ্ঠানের জন্য ২ জন অফিস সহকারী আবশ্যক। এইচএসসি পাশ, কম্পিউটারে দক্ষতা, বয়স ২৫-৩৫ বছর। যোগাযোগ সাপেক্ষে।: [55, 1116, 238, 1200]
ad-code: সি: ৪৪৯৭/২২: [251, 577, 444, 599]
column-heading: আবশ্যক: [55, 142, 238, 170]
ad-code: সি: ৪৪৫৮/২২: [251, 496, 444, 519]
ad-lead: ফ্ল্যাট বিক্রয় :: [251, 782, 322, 797]
ad-lead: জরুরী আবশ্যক :: [55, 1116, 145, 1131]
article-obhigyota: [859, 1118, 1092, 1568]
ad-lead: আবশ্যক :: [55, 1543, 109, 1558]
ad-code: সি: ৪৪৮২/২২: [251, 1639, 444, 1661]
classified-ad: [457, 897, 643, 934]
ad-text: পূর্বাচল ৬ লেন মহাসড়ক, ৯ নং সেক্টরে রেডি প্লট বাড়ি তৈরির কাজ চলছে। মূল্য পরিশোধের পরেই রেজিস্ট্রেশনসহ জমি দখল দেয়া হবে।: [251, 326, 444, 392]
ad-lead: ফ্ল্যাট ভাড়া/বিক্রি :: [457, 1296, 556, 1311]
article-body: যোগাযোগমাধ্যম ও বিভিন্ন থেকে বিকৃত অনিয়মের নম্বর জোগাড় করে বিলকিসকে দিতো। পরে বিলকিসের সঙ্গে ওইসব নম্বরে যোগাযোগ করে তার সম্পর্ক গড়ে তুলতেন। এরপর তাদের নানা প্রলোভন দেখিয়ে টাকা-পয়সা হাতিয়ে নিতেন। ভুক্তভোগীরা সামাজিক মর্যাদার ভয়ে বিষয়টি গোপন রাখতেন। পুলিশ জানায়, এই চক্রের সদস্যরা দীর্ঘদিন ধরে রাজধানীর বিভিন্ন এলাকায় সক্রিয় ছিল। তাদের কাছ থেকে বেশ কিছু মোবাইল ফোন ও সিম কার্ড উদ্ধার করা হয়েছে।: [859, 194, 1092, 383]
ad-code: সি: ৪৪৫২/২২: [457, 375, 643, 397]
ad-code: সি: ৪৪৮২/২২: [251, 300, 444, 322]
ad-text: এয়ার টেক এর ঢাকা অফিসে পরিচালনার জন্য ৬/৭ বছরের অভিজ্ঞতা সম্পন্ন ৩ জন জন ফিটার এবং টিম জন টেকনিশিয়ান আবশ্যক। শিক্ষাগত যোগ্যতা: এইচএসসি ডিপ্লোমা ইঞ্জি/টেকনিক্যাল থাকতে অভিজ্ঞতা সম্পন্ন আবেদনের ঠিকানা: গুলশান এভিনিউ, ঢাকা-১২১২।: [55, 931, 238, 1085]
page-number: ২: [259, 14, 335, 90]
ad-text: মিরপুর শেওড়াপাড়ায় ৫ কাঠা জমি বিক্রয়, ২০ ফিট রাস্তা, সকল কাগজপত্র সঠিক।: [251, 943, 444, 993]
